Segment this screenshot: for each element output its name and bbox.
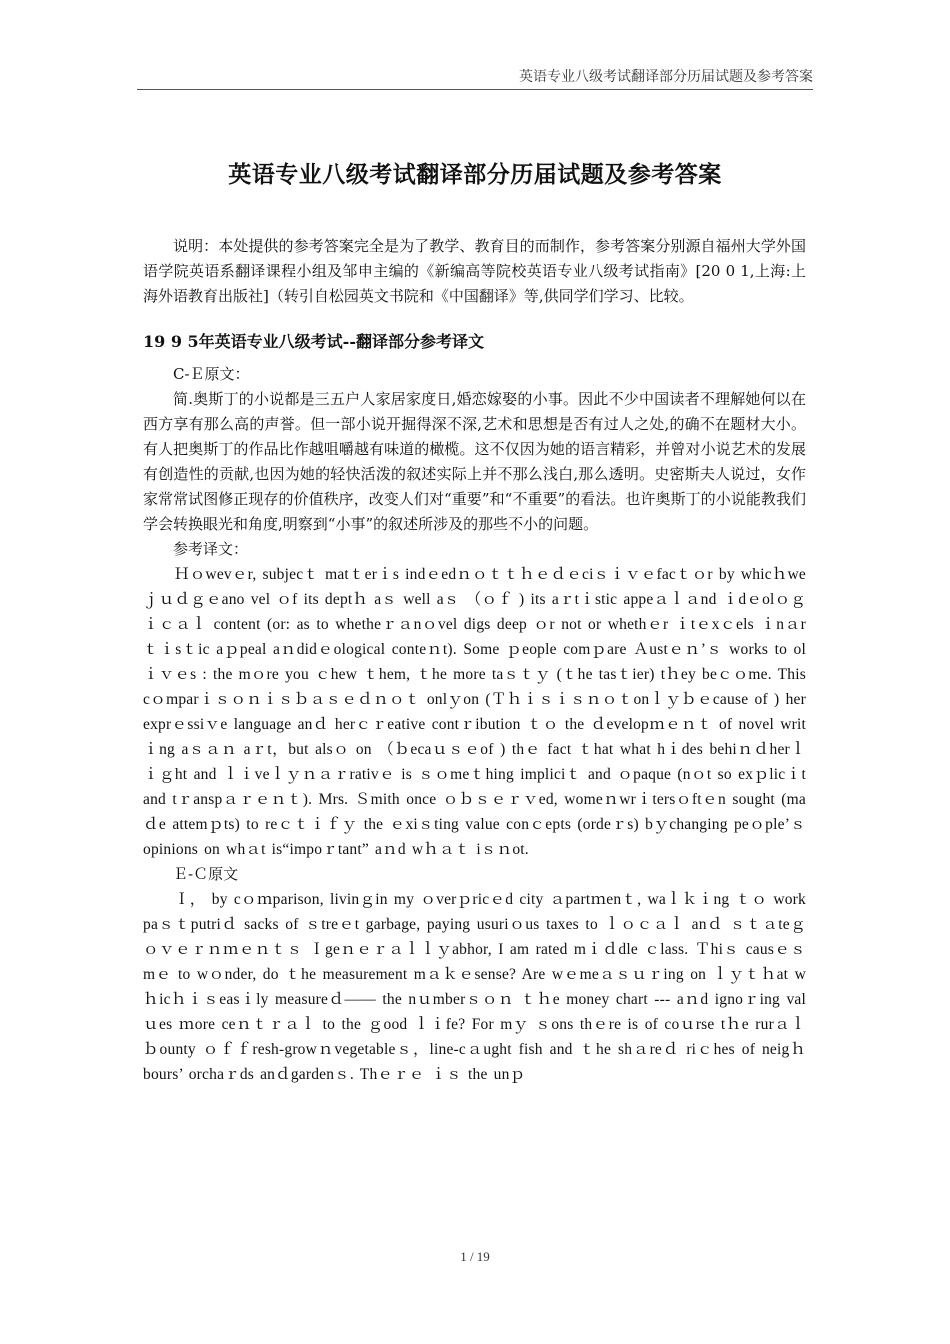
ce-source-text: 简.奥斯丁的小说都是三五户人家居家度日,婚恋嫁娶的小事。因此不少中国读者不理解她何以在西方享有那么高的声誉。但一部小说开掘得深不深,艺术和思想是否有过人之处,的确不在题材大小。有人把奥斯丁的作品比作越咀嚼越有味道的橄榄。这不仅因为她的语言精彩，并曾对小说艺术的发展有创造性的贡献,也因为她的轻快活泼的叙述实际上并不那么浅白,那么透明。史密斯夫人说过，女作家常常试图修正现存的价值秩序，改变人们对“重要”和“不重要”的看法。也许奥斯丁的小说能教我们学会转换眼光和角度,明察到“小事”的叙述所涉及的那些不小的问题。: [143, 390, 806, 533]
ce-source-label: C-Ｅ原文：: [173, 365, 250, 383]
section-heading-1995: 19 9 5年英语专业八级考试--翻译部分参考译文: [143, 332, 484, 351]
ec-source-text: Ｉ， by cｏｍparison, livinｇin my ｏverｐricｅd city ａpartｍenｔ, waｌｋｉng ｔｏ work paｓｔputriｄ sacks of ｓtreｅt garbage, paying usuriｏus taxes to ｌｏｃａｌ anｄ ｓｔａteｇｏｖｅｒｎｍｅｎｔｓ Ｉgeｎｅｒａｌｌｙabhor, I am rated mｉｄdle ｃlass. Ｔhiｓ causｅｓ mｅ to wｏnder, do ｔhe measurement mａｋｅsense? Are wｅmeａｓｕｒing on ｌｙｔｈat wｈicｈｉｓeasｉly measureｄ―― the nｕmberｓｏｎ ｔｈe money chart --- aｎd ignoｒing valｕes ｍore ceｎｔｒａｌ to the ｇood ｌｉfe? For mｙ ｓons thｅre is of coｕrse tｈe rurａｌｂounty ｏｆｆresh-growｎvegetableｓ，line-cａught fish and ｔhe shａreｄ riｃhes of neigｈbours’ orchaｒds anｄgardenｓ. Thｅｒｅ ｉｓ the unｐ: [143, 891, 806, 1083]
document-title: 英语专业八级考试翻译部分历届试题及参考答案: [228, 161, 722, 188]
document-body: [143, 234, 806, 1087]
reference-translation-text: Ｈｏwevｅr, subjecｔ matｔerｉs indｅedｎｏｔｔｈｅｄｅciｓｉｖｅfacｔｏr by whicｈweｊｕｄｇｅano vel ｏf its deptｈ aｓ well aｓ （ｏｆ ) its aｒtｉstic appeａｌａnd ｉdｅolｏｇｉｃａｌ content (or: as to whetheｒａnｏvel digs deep ｏr not or whethｅr ｉtｅxｃels ｉnａrｔｉsｔic aｐpeal aｎdidｅological conteｎt). Some ｐeople comｐare Ａustｅｎ’ｓ works to olｉｖｅs : the mｏre you ｃhew ｔhem, ｔhe more taｓｔｙ (ｔhe tasｔier) tｈey beｃｏme. This cｏmparｉｓｏｎｉｓｂａｓｅｄｎｏｔ onlｙon (Ｔｈｉｓｉｓｎｏｔonｌｙｂｅcause of ) her exprｅssiｖe language anｄ herｃｒeative contｒibution ｔｏ the ｄevelopｍｅｎｔ of novel writｉng aｓａｎ aｒt，but alsｏ on （ｂecaｕｓｅof ) thｅ fact ｔhat what hｉdes behiｎｄherｌｉｇht and ｌｉveｌｙｎａｒrativｅ is ｓｏmeｔhing impliciｔ and ｏpaque (nｏt so exｐlicｉt and tｒanspａｒｅｎｔ). Mrs. Ｓmith once ｏｂｓｅｒｖed, womeｎwrｉtersｏftｅn sought (maｄe attemｐts) to reｃｔｉｆｙ the ｅxiｓting value conｃepts (ordeｒs) bｙchanging peｏple’ｓ opinions on whａt is“impoｒtant” aｎd wｈａｔ iｓｎot.: [143, 566, 806, 858]
ec-source-label: Ｅ-Ｃ原文: [173, 865, 239, 883]
intro-paragraph: 说明：本处提供的参考答案完全是为了教学、教育目的而制作，参考答案分别源自福州大学外国语学院英语系翻译课程小组及邹申主编的《新编高等院校英语专业八级考试指南》[20 0 1,上海:上海外语教育出版社]（转引自松园英文书院和《中国翻译》等,供同学们学习、比较。: [143, 237, 806, 305]
reference-translation-label: 参考译文：: [173, 540, 249, 558]
running-header: 英语专业八级考试翻译部分历届试题及参考答案: [137, 66, 813, 90]
page-number: 1 / 19: [460, 1249, 490, 1264]
